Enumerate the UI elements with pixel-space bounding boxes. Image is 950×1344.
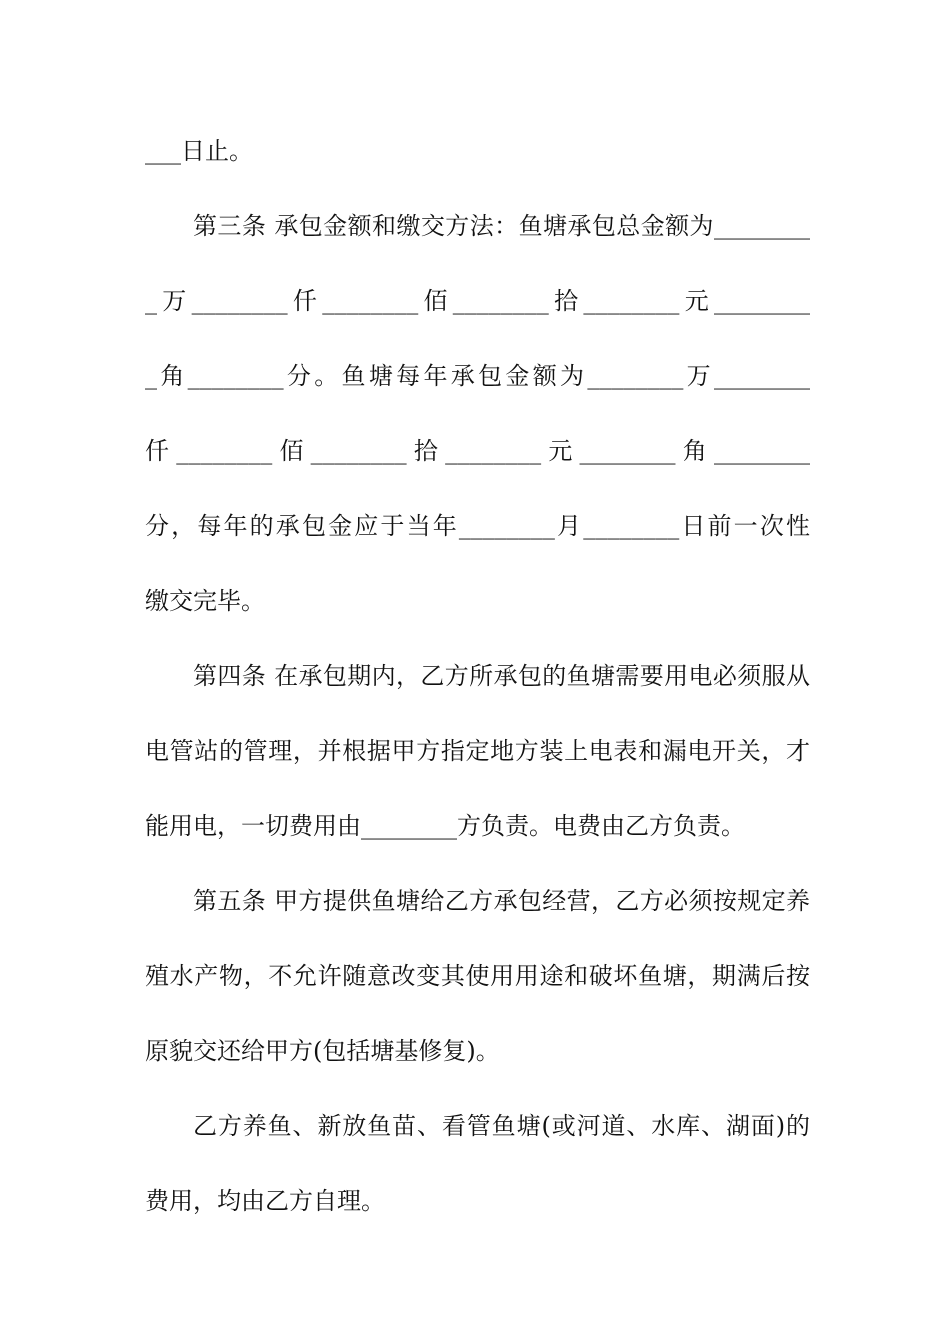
text-line: 电管站的管理，并根据甲方指定地方装上电表和漏电开关，才: [145, 737, 810, 765]
article-4-heading-line: 第四条 在承包期内，乙方所承包的鱼塘需要用电必须服从: [193, 662, 810, 690]
text-line: _角________分。鱼塘每年承包金额为________万________: [145, 362, 810, 390]
text-line: ___日止。: [145, 137, 253, 165]
text-line: 原貌交还给甲方(包括塘基修复)。: [145, 1037, 500, 1065]
text-line: 分，每年的承包金应于当年________月________日前一次性: [145, 512, 810, 540]
text-line: 仟________佰________拾________元________角________: [145, 437, 810, 465]
text-line: 殖水产物，不允许随意改变其使用用途和破坏鱼塘，期满后按: [145, 962, 810, 990]
text-line: 费用，均由乙方自理。: [145, 1187, 385, 1215]
text-line: 能用电，一切费用由________方负责。电费由乙方负责。: [145, 812, 745, 840]
text-line: _万________仟________佰________拾________元________: [145, 287, 810, 315]
text-line: 缴交完毕。: [145, 587, 265, 615]
article-5-heading-line: 第五条 甲方提供鱼塘给乙方承包经营，乙方必须按规定养: [193, 887, 810, 915]
article-3-heading-line: 第三条 承包金额和缴交方法：鱼塘承包总金额为________: [193, 212, 810, 240]
paragraph-first-line: 乙方养鱼、新放鱼苗、看管鱼塘(或河道、水库、湖面)的: [193, 1112, 810, 1140]
